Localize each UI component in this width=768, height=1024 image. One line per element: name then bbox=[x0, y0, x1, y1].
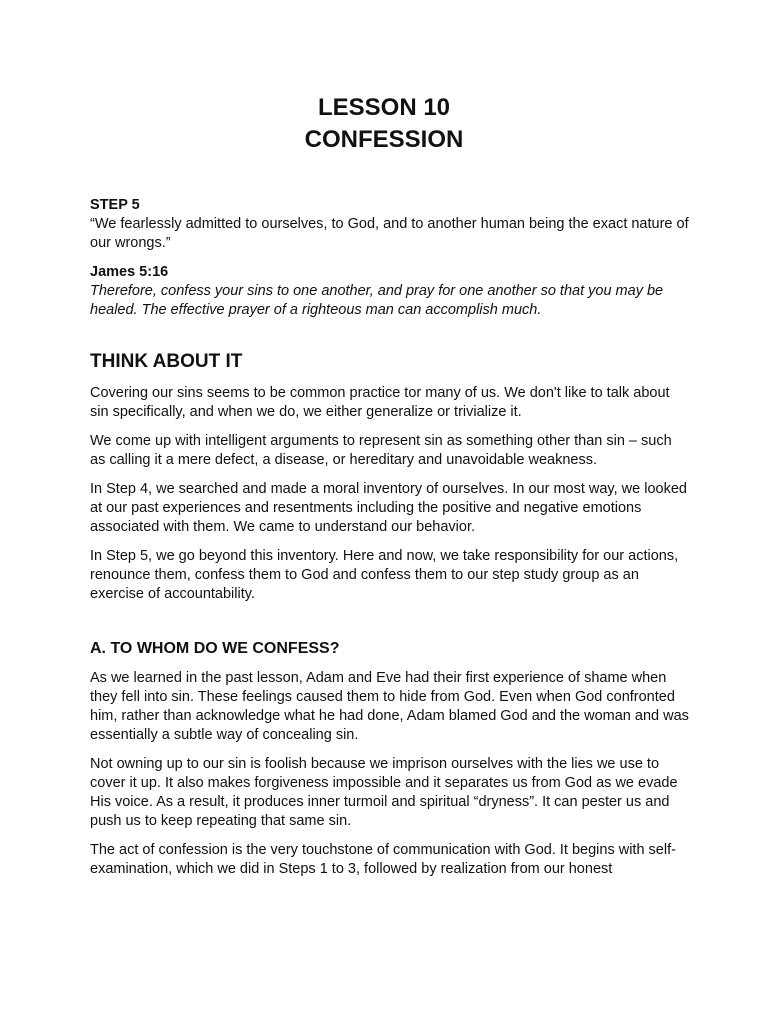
think-paragraph: In Step 4, we searched and made a moral inventory of ourselves. In our most way, we looked at our past experiences and resentments including the positive and negative emotions associated with them. We came to understand our behavior. bbox=[90, 481, 687, 535]
document-body bbox=[90, 196, 690, 879]
section-a-paragraph: Not owning up to our sin is foolish because we imprison ourselves with the lies we use to cover it up. It also makes forgiveness impossible and it separates us from God as we evade His voice. As a result, it produces inner turmoil and spiritual “dryness”. It can pester us and push us to keep repeating that same sin. bbox=[90, 756, 678, 829]
lesson-number: LESSON 10 bbox=[317, 94, 451, 121]
scripture-text: Therefore, confess your sins to one another, and pray for one another so that you may be healed. The effective prayer of a righteous man can accomplish much. bbox=[90, 283, 664, 318]
step-label: STEP 5 bbox=[90, 197, 140, 213]
step-quote: “We fearlessly admitted to ourselves, to God, and to another human being the exact nature of our wrongs.” bbox=[90, 216, 689, 251]
think-paragraph: We come up with intelligent arguments to represent sin as something other than sin – such as calling it a mere defect, a disease, or hereditary and unavoidable weakness. bbox=[90, 433, 672, 468]
section-a-heading: A. TO WHOM DO WE CONFESS? bbox=[90, 640, 340, 657]
section-a-paragraph: As we learned in the past lesson, Adam and Eve had their first experience of shame when they fell into sin. These feelings caused them to hide from God. Even when God confronted him, rather than acknowledge what he had done, Adam blamed God and the woman and was essentially a subtle way of concealing sin. bbox=[90, 670, 689, 743]
think-about-it-heading: THINK ABOUT IT bbox=[90, 351, 243, 372]
scripture-reference: James 5:16 bbox=[90, 264, 169, 280]
think-paragraph: Covering our sins seems to be common practice tor many of us. We don't like to talk about sin specifically, and when we do, we either generalize or trivialize it. bbox=[90, 385, 670, 420]
lesson-title bbox=[0, 92, 768, 156]
section-a-paragraph: The act of confession is the very touchstone of communication with God. It begins with self-examination, which we did in Steps 1 to 3, followed by realization from our honest bbox=[90, 842, 676, 877]
think-paragraph: In Step 5, we go beyond this inventory. Here and now, we take responsibility for our actions, renounce them, confess them to God and confess them to our step study group as an exercise of accountability. bbox=[90, 548, 679, 602]
lesson-topic: CONFESSION bbox=[304, 126, 464, 153]
